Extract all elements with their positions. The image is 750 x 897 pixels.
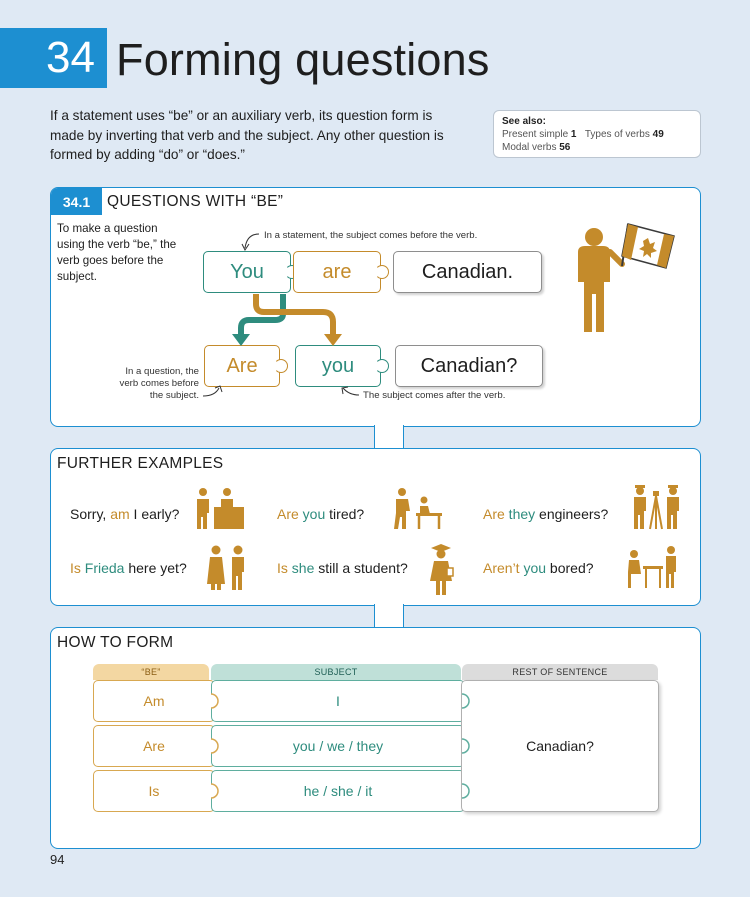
bored-people-icon: [625, 544, 679, 590]
section-title: QUESTIONS WITH “BE”: [107, 193, 284, 210]
word-are: are: [322, 260, 352, 283]
column-header-rest: REST OF SENTENCE: [462, 664, 658, 680]
how-to-form-panel: [50, 627, 701, 849]
see-also-item[interactable]: Types of verbs: [584, 129, 650, 140]
example-subject: she: [287, 560, 315, 576]
chapter-number: 34: [0, 28, 107, 88]
note-question-verb: In a question, the verb comes before the subject.: [119, 366, 199, 401]
word-you: You: [230, 260, 264, 283]
engineers-icon: [631, 483, 683, 531]
panel-connector: [374, 604, 404, 629]
further-examples-panel: [50, 448, 701, 606]
example-sentence: [483, 560, 594, 576]
example-sentence: [277, 506, 364, 522]
note-question-subject: The subject comes after the verb.: [363, 390, 506, 401]
example-text: here yet?: [124, 560, 187, 576]
tired-person-icon: [392, 487, 444, 531]
see-also-page: 49: [652, 129, 664, 140]
subject-cell-i: I: [211, 680, 465, 722]
see-also-box: [493, 110, 701, 158]
see-also-item[interactable]: Present simple: [502, 129, 569, 140]
how-to-form-title: HOW TO FORM: [57, 634, 174, 651]
example-verb: am: [110, 506, 130, 522]
word-you-question: you: [321, 354, 355, 377]
example-subject: you: [298, 506, 326, 522]
see-also-line-1: [502, 128, 692, 141]
see-also-title: See also:: [502, 116, 546, 127]
subject-cell-you-we-they: you / we / they: [211, 725, 465, 767]
section-number: 34.1: [51, 188, 102, 215]
further-examples-title: FURTHER EXAMPLES: [57, 455, 224, 472]
canadian-person-illustration: [566, 216, 686, 336]
section-description: To make a question using the verb “be,” the verb goes before the subject.: [57, 222, 177, 283]
chapter-title: Forming questions: [116, 34, 490, 85]
see-also-item[interactable]: Modal verbs: [502, 142, 557, 153]
page-number: 94: [50, 852, 65, 867]
word-canadian-question: Canadian?: [420, 354, 518, 377]
example-verb: Are: [483, 506, 505, 522]
be-cell-are: Are: [93, 725, 215, 767]
table-puzzle-knobs: [51, 628, 702, 850]
example-subject: Frieda: [80, 560, 125, 576]
section-be-panel: [50, 187, 701, 427]
example-verb: Aren’t: [483, 560, 520, 576]
example-verb: Is: [70, 560, 81, 576]
example-sentence: [70, 560, 187, 576]
subject-cell-he-she-it: he / she / it: [211, 770, 465, 812]
example-sentence: [70, 506, 179, 522]
column-header-subject: SUBJECT: [211, 664, 461, 680]
note-statement: In a statement, the subject comes before the verb.: [264, 230, 478, 241]
example-text: Sorry,: [70, 506, 111, 522]
example-text: still a student?: [314, 560, 408, 576]
see-also-line-2: [502, 141, 692, 154]
two-people-talking-icon: [206, 544, 250, 592]
rest-cell-canadian: Canadian?: [461, 680, 659, 812]
be-cell-is: Is: [93, 770, 215, 812]
example-subject: you: [519, 560, 547, 576]
people-at-desk-icon: [194, 487, 246, 531]
example-sentence: [277, 560, 408, 576]
example-subject: I: [129, 506, 138, 522]
see-also-page: 56: [559, 142, 571, 153]
word-are-question: Are: [226, 354, 258, 377]
example-verb: Are: [277, 506, 299, 522]
intro-paragraph: If a statement uses “be” or an auxiliary verb, its question form is made by inverting that verb and the subject. Any other question is formed by adding “do” or “does.”: [50, 108, 444, 162]
panel-connector: [374, 425, 404, 450]
example-text: tired?: [325, 506, 365, 522]
see-also-page: 1: [570, 129, 577, 140]
example-sentence: [483, 506, 608, 522]
graduate-student-icon: [426, 543, 456, 597]
example-text: engineers?: [535, 506, 609, 522]
word-canadian: Canadian.: [421, 260, 514, 283]
be-cell-am: Am: [93, 680, 215, 722]
example-text: early?: [137, 506, 180, 522]
example-subject: they: [504, 506, 536, 522]
example-verb: Is: [277, 560, 288, 576]
example-text: bored?: [546, 560, 594, 576]
column-header-be: “BE”: [93, 664, 209, 680]
